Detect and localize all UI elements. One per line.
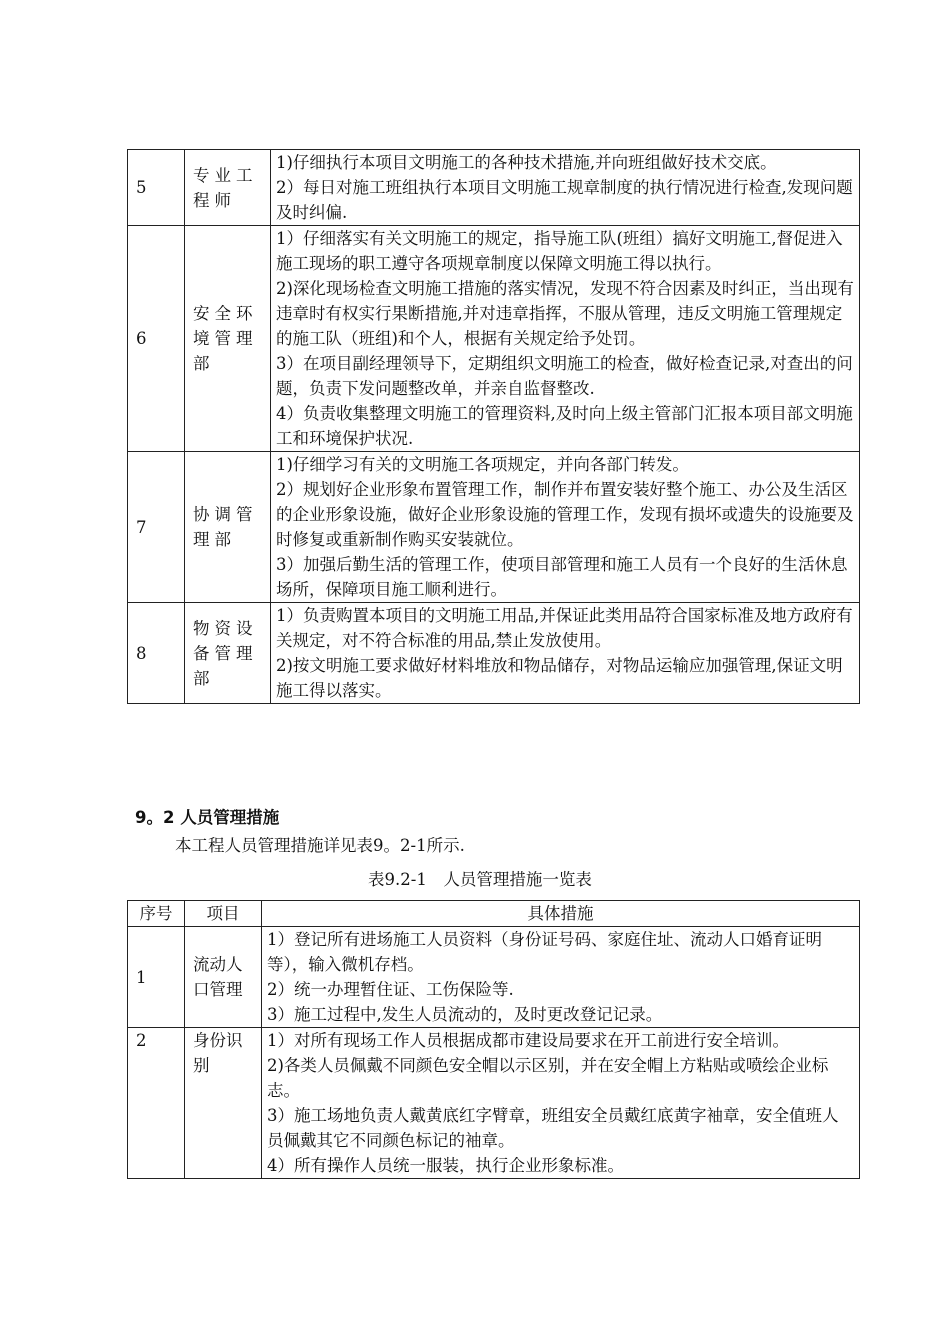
row-item: 身份识别 xyxy=(185,1028,262,1179)
desc-line: 3）加强后勤生活的管理工作，使项目部管理和施工人员有一个良好的生活休息场所，保障项目施工顺利进行。 xyxy=(276,555,848,599)
desc-line: 2)各类人员佩戴不同颜色安全帽以示区别，并在安全帽上方粘贴或喷绘企业标志。 xyxy=(267,1056,829,1100)
desc-line: 2）每日对施工班组执行本项目文明施工规章制度的执行情况进行检查,发现问题及时纠偏. xyxy=(276,178,853,222)
table-header-row xyxy=(128,901,860,927)
row-item: 物资设备管理部 xyxy=(185,603,271,704)
desc-line: 3）施工过程中,发生人员流动的，及时更改登记记录。 xyxy=(267,1005,663,1024)
row-number: 5 xyxy=(128,150,185,226)
table-caption: 表9.2-1 人员管理措施一览表 xyxy=(368,870,592,889)
desc-line: 1)仔细学习有关的文明施工各项规定，并向各部门转发。 xyxy=(276,455,689,474)
responsibility-table xyxy=(127,149,860,704)
section-heading: 9。2 人员管理措施 xyxy=(135,808,280,827)
row-description xyxy=(271,226,860,452)
table-row xyxy=(128,603,860,704)
row-item: 协调管理部 xyxy=(185,452,271,603)
row-description xyxy=(271,603,860,704)
desc-line: 4）负责收集整理文明施工的管理资料,及时向上级主管部门汇报本项目部文明施工和环境保护状况. xyxy=(276,404,853,448)
desc-line: 3）在项目副经理领导下，定期组织文明施工的检查，做好检查记录,对查出的问题，负责下发问题整改单，并亲自监督整改. xyxy=(276,354,853,398)
table-row xyxy=(128,452,860,603)
row-number: 2 xyxy=(128,1028,185,1179)
row-description xyxy=(262,927,860,1028)
desc-line: 1）对所有现场工作人员根据成都市建设局要求在开工前进行安全培训。 xyxy=(267,1031,789,1050)
header-cell: 项目 xyxy=(185,901,262,927)
row-number: 8 xyxy=(128,603,185,704)
personnel-measures-table xyxy=(127,900,860,1179)
row-description xyxy=(271,150,860,226)
row-number: 1 xyxy=(128,927,185,1028)
row-description xyxy=(262,1028,860,1179)
desc-line: 2)按文明施工要求做好材料堆放和物品储存，对物品运输应加强管理,保证文明施工得以落实。 xyxy=(276,656,843,700)
desc-line: 1）仔细落实有关文明施工的规定，指导施工队(班组）搞好文明施工,督促进入施工现场的职工遵守各项规章制度以保障文明施工得以执行。 xyxy=(276,229,843,273)
desc-line: 3）施工场地负责人戴黄底红字臂章，班组安全员戴红底黄字袖章，安全值班人员佩戴其它不同颜色标记的袖章。 xyxy=(267,1106,839,1150)
header-cell: 具体措施 xyxy=(262,901,860,927)
table-row xyxy=(128,150,860,226)
desc-line: 1）登记所有进场施工人员资料（身份证号码、家庭住址、流动人口婚育证明等），输入微机存档。 xyxy=(267,930,822,974)
desc-line: 1)仔细执行本项目文明施工的各种技术措施,并向班组做好技术交底。 xyxy=(276,153,777,172)
desc-line: 2）统一办理暂住证、工伤保险等. xyxy=(267,980,514,999)
header-cell: 序号 xyxy=(128,901,185,927)
desc-line: 2）规划好企业形象布置管理工作，制作并布置安装好整个施工、办公及生活区的企业形象设施，做好企业形象设施的管理工作，发现有损坏或遗失的设施要及时修复或重新制作购买安装就位。 xyxy=(276,480,854,549)
row-number: 6 xyxy=(128,226,185,452)
desc-line: 2)深化现场检查文明施工措施的落实情况，发现不符合因素及时纠正，当出现有违章时有权实行果断措施,并对违章指挥，不服从管理，违反文明施工管理规定的施工队（班组)和个人，根据有关规定给予处罚。 xyxy=(276,279,854,348)
row-description xyxy=(271,452,860,603)
intro-paragraph: 本工程人员管理措施详见表9。2-1所示. xyxy=(175,836,465,855)
row-number: 7 xyxy=(128,452,185,603)
desc-line: 4）所有操作人员统一服装，执行企业形象标准。 xyxy=(267,1156,624,1175)
row-item: 流动人口管理 xyxy=(185,927,262,1028)
table-row xyxy=(128,1028,860,1179)
row-item: 专业工程师 xyxy=(185,150,271,226)
desc-line: 1）负责购置本项目的文明施工用品,并保证此类用品符合国家标准及地方政府有关规定，对不符合标准的用品,禁止发放使用。 xyxy=(276,606,853,650)
table-row xyxy=(128,226,860,452)
table-row xyxy=(128,927,860,1028)
row-item: 安全环境管理部 xyxy=(185,226,271,452)
